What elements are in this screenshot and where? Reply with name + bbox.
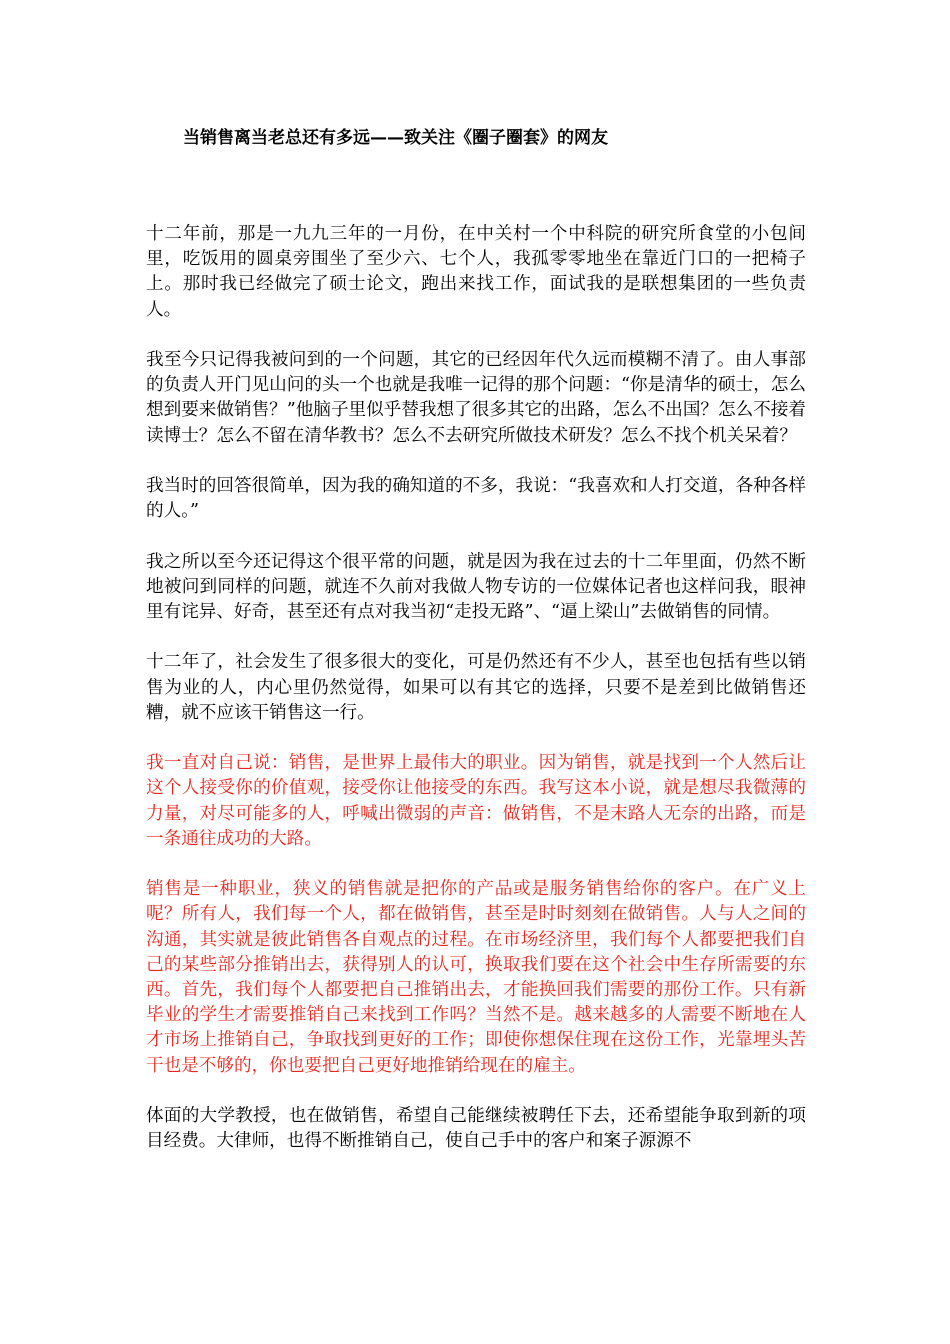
paragraph-1: 十二年前，那是一九九三年的一月份，在中关村一个中科院的研究所食堂的小包间里，吃饭用的圆桌旁围坐了至少六、七个人，我孤零零地坐在靠近门口的一把椅子上。那时我已经做完了硕士论文，跑出来找工作，面试我的是联想集团的一些负责人。	[146, 224, 806, 320]
paragraph-7-highlighted: 销售是一种职业，狭义的销售就是把你的产品或是服务销售给你的客户。在广义上呢？所有人，我们每一个人，都在做销售，甚至是时时刻刻在做销售。人与人之间的沟通，其实就是彼此销售各自观点的过程。在市场经济里，我们每个人都要把我们自己的某些部分推销出去，获得别人的认可，换取我们要在这个社会中生存所需要的东西。首先，我们每个人都要把自己推销出去，才能换回我们需要的那份工作。只有新毕业的学生才需要推销自己来找到工作吗？当然不是。越来越多的人需要不断地在人才市场上推销自己，争取找到更好的工作；即使你想保住现在这份工作，光靠埋头苦干也是不够的，你也要把自己更好地推销给现在的雇主。	[146, 879, 806, 1076]
paragraph-8: 体面的大学教授，也在做销售，希望自己能继续被聘任下去，还希望能争取到新的项目经费。大律师，也得不断推销自己，使自己手中的客户和案子源源不	[146, 1106, 806, 1152]
paragraph-4: 我之所以至今还记得这个很平常的问题，就是因为我在过去的十二年里面，仍然不断地被问到同样的问题，就连不久前对我做人物专访的一位媒体记者也这样问我，眼神里有诧异、好奇，甚至还有点对我当初“走投无路”、“逼上梁山”去做销售的同情。	[146, 551, 806, 622]
paragraph-5: 十二年了，社会发生了很多很大的变化，可是仍然还有不少人，甚至也包括有些以销售为业的人，内心里仍然觉得，如果可以有其它的选择，只要不是差到比做销售还糟，就不应该干销售这一行。	[146, 652, 806, 723]
document-title: 当销售离当老总还有多远——致关注《圈子圈套》的网友	[183, 128, 608, 148]
document-body	[146, 222, 806, 1180]
paragraph-2: 我至今只记得我被问到的一个问题，其它的已经因年代久远而模糊不清了。由人事部的负责人开门见山问的头一个也就是我唯一记得的那个问题：“你是清华的硕士，怎么想到要来做销售？”他脑子里似乎替我想了很多其它的出路，怎么不出国？怎么不接着读博士？怎么不留在清华教书？怎么不去研究所做技术研发？怎么不找个机关呆着？	[146, 350, 806, 446]
paragraph-3: 我当时的回答很简单，因为我的确知道的不多，我说：“我喜欢和人打交道，各种各样的人。”	[146, 476, 806, 522]
paragraph-6-highlighted: 我一直对自己说：销售，是世界上最伟大的职业。因为销售，就是找到一个人然后让这个人接受你的价值观，接受你让他接受的东西。我写这本小说，就是想尽我微薄的力量，对尽可能多的人，呼喊出微弱的声音：做销售，不是末路人无奈的出路，而是一条通往成功的大路。	[146, 753, 806, 849]
